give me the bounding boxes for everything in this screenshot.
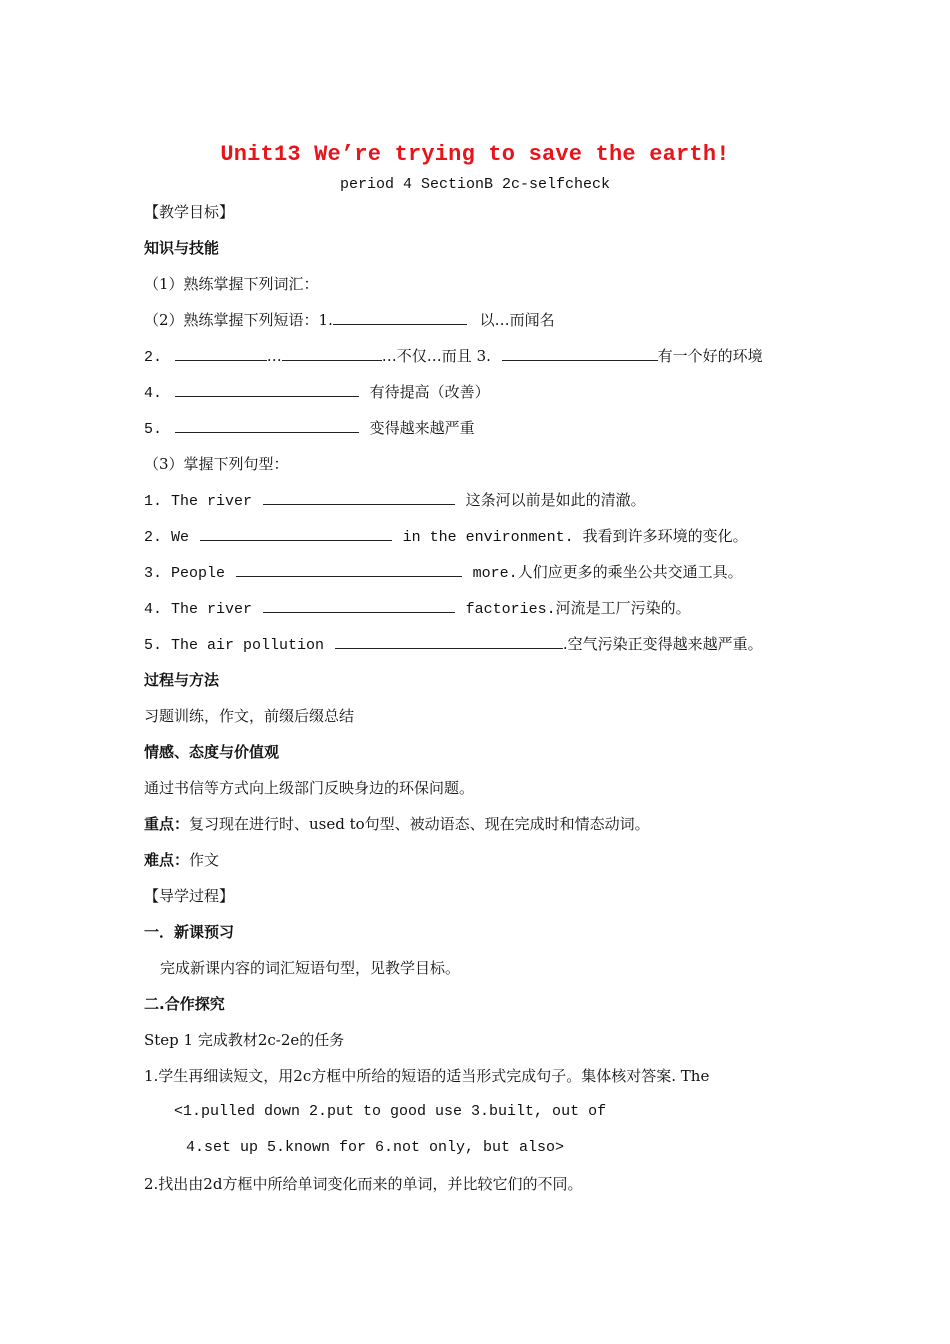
document-subtitle: period 4 SectionB 2c-selfcheck — [339, 176, 611, 193]
knowledge-item-2-suffix: 以…而闻名 — [479, 311, 555, 329]
step-1: Step 1 完成教材2c-2e的任务 — [144, 1031, 345, 1049]
phrase-4-number: 4. — [144, 385, 163, 402]
emotion-heading: 情感、态度与价值观 — [144, 743, 280, 761]
sentence-1-prefix: 1. The river — [144, 493, 253, 510]
knowledge-heading: 知识与技能 — [144, 239, 220, 257]
task-item-1-answers-a: <1.pulled down 2.put to good use 3.built, out of — [174, 1103, 607, 1120]
task-item-2: 2.找出由2d方框中所给单词变化而来的单词，并比较它们的不同。 — [144, 1175, 583, 1193]
section-2-heading: 二.合作探究 — [144, 995, 225, 1013]
phrase-2-middle: …不仅…而且 3. — [381, 347, 491, 365]
sentence-3-suffix: more.人们应更多的乘坐公共交通工具。 — [472, 565, 743, 582]
sentence-4-suffix: factories.河流是工厂污染的。 — [465, 601, 691, 618]
sentence-5-prefix: 5. The air pollution — [144, 637, 325, 654]
section-1-text: 完成新课内容的词汇短语句型，见教学目标。 — [160, 959, 461, 977]
sentence-2 — [144, 526, 748, 548]
fill-blank[interactable] — [263, 598, 455, 613]
sentence-2-prefix: 2. We — [144, 529, 190, 546]
fill-blank[interactable] — [502, 346, 658, 361]
task-item-1-answers-b: 4.set up 5.known for 6.not only, but also> — [186, 1139, 565, 1156]
sentence-4 — [144, 598, 691, 620]
phrase-2-dots: … — [266, 347, 282, 365]
phrase-4-suffix: 有待提高（改善） — [369, 383, 490, 401]
fill-blank[interactable] — [200, 526, 392, 541]
phrase-5-number: 5. — [144, 421, 163, 438]
phrase-row-2 — [144, 346, 763, 368]
sentence-5 — [144, 634, 763, 656]
fill-blank[interactable] — [175, 346, 267, 361]
task-item-1: 1.学生再细读短文，用2c方框中所给的短语的适当形式完成句子。集体核对答案. The — [144, 1067, 710, 1085]
phrase-5-suffix: 变得越来越严重 — [369, 419, 475, 437]
guide-heading: 【导学过程】 — [144, 887, 235, 905]
fill-blank[interactable] — [335, 634, 563, 649]
process-text: 习题训练，作文，前缀后缀总结 — [144, 707, 355, 725]
difficult-point — [144, 850, 219, 870]
fill-blank[interactable] — [263, 490, 455, 505]
difficult-point-text: 作文 — [189, 851, 220, 869]
sentence-2-suffix: in the environment. 我看到许多环境的变化。 — [402, 529, 748, 546]
process-heading: 过程与方法 — [144, 671, 220, 689]
key-point-label: 重点： — [144, 815, 190, 833]
phrase-2-number: 2. — [144, 349, 163, 366]
knowledge-item-1: （1）熟练掌握下列词汇： — [144, 275, 319, 293]
sentence-5-suffix: .空气污染正变得越来越严重。 — [562, 635, 763, 653]
fill-blank[interactable] — [236, 562, 462, 577]
knowledge-item-2 — [144, 310, 555, 330]
sentence-1-suffix: 这条河以前是如此的清澈。 — [465, 491, 646, 509]
fill-blank[interactable] — [175, 418, 359, 433]
difficult-point-label: 难点： — [144, 851, 190, 869]
fill-blank[interactable] — [282, 346, 382, 361]
knowledge-item-3: （3）掌握下列句型： — [144, 455, 289, 473]
objectives-heading: 【教学目标】 — [144, 203, 235, 221]
emotion-text: 通过书信等方式向上级部门反映身边的环保问题。 — [144, 779, 475, 797]
phrase-3-suffix: 有一个好的环境 — [657, 347, 763, 365]
sentence-1 — [144, 490, 646, 512]
sentence-4-prefix: 4. The river — [144, 601, 253, 618]
sentence-3-prefix: 3. People — [144, 565, 226, 582]
key-point — [144, 814, 650, 834]
phrase-row-4 — [144, 382, 490, 404]
fill-blank[interactable] — [333, 310, 467, 325]
section-1-heading: 一．新课预习 — [144, 923, 235, 941]
key-point-text: 复习现在进行时、used to句型、被动语态、现在完成时和情态动词。 — [189, 815, 650, 833]
knowledge-item-2-prefix: （2）熟练掌握下列短语：1. — [144, 311, 333, 329]
fill-blank[interactable] — [175, 382, 359, 397]
phrase-row-5 — [144, 418, 475, 440]
document-title: Unit13 We’re trying to save the earth! — [220, 142, 730, 167]
sentence-3 — [144, 562, 743, 584]
